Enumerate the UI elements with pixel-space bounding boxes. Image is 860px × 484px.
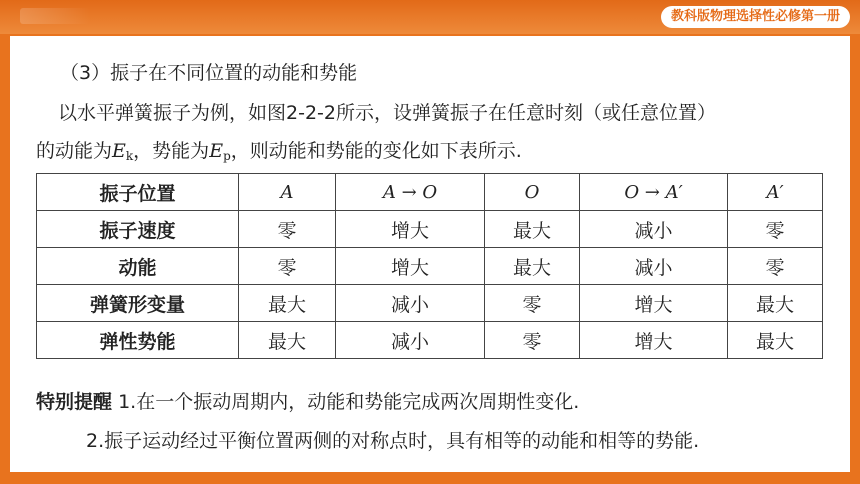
section-title: （3）振子在不同位置的动能和势能 [60,62,358,84]
table-cell: 最大 [728,285,823,322]
row-label: 动能 [37,248,239,285]
table-row [37,248,823,285]
ek-symbol: E [112,140,126,162]
table-cell: 减小 [580,248,728,285]
row-label: 振子位置 [37,174,239,211]
table-header-row [37,174,823,211]
table-cell: 减小 [336,322,485,359]
row-label: 振子速度 [37,211,239,248]
table-cell: 零 [485,322,580,359]
row-label: 弹性势能 [37,322,239,359]
intro-line-2 [36,136,522,163]
textbook-badge: 教科版物理选择性必修第一册 [661,6,850,28]
table-cell: 零 [728,248,823,285]
row-label: 弹簧形变量 [37,285,239,322]
table-cell: 零 [239,211,336,248]
column-header: A → O [336,174,485,211]
energy-table [36,173,823,359]
top-banner [0,0,860,34]
column-header: A′ [728,174,823,211]
table-cell: 增大 [580,322,728,359]
ep-subscript: p [223,149,231,163]
ek-subscript: k [125,149,134,163]
table-cell: 增大 [580,285,728,322]
table-cell: 减小 [336,285,485,322]
table-cell: 增大 [336,211,485,248]
note-line-1 [36,387,579,414]
table-cell: 减小 [580,211,728,248]
table-cell: 最大 [239,285,336,322]
table-cell: 零 [239,248,336,285]
table-row [37,211,823,248]
table-row [37,322,823,359]
note-item-1: 1.在一个振动周期内，动能和势能完成两次周期性变化. [118,391,580,413]
table-cell: 增大 [336,248,485,285]
table-row [37,285,823,322]
table-cell: 最大 [728,322,823,359]
ep-symbol: E [209,140,224,162]
column-header: O [485,174,580,211]
note-label: 特别提醒 [36,391,113,413]
column-header: O → A′ [580,174,728,211]
bottom-border [0,472,860,484]
intro-text-a: 的动能为 [36,140,113,162]
table-cell: 最大 [485,211,580,248]
note-line-2: 2.振子运动经过平衡位置两侧的对称点时，具有相等的动能和相等的势能. [86,430,700,452]
table-cell: 零 [485,285,580,322]
intro-line-1: 以水平弹簧振子为例，如图2-2-2所示，设弹簧振子在任意时刻（或任意位置） [58,102,716,124]
intro-text-b: ，势能为 [133,140,210,162]
intro-text-c: ，则动能和势能的变化如下表所示. [230,140,522,162]
slide-content [10,36,850,472]
column-header: A [239,174,336,211]
table-cell: 最大 [239,322,336,359]
banner-decoration [20,8,90,24]
table-cell: 零 [728,211,823,248]
table-cell: 最大 [485,248,580,285]
